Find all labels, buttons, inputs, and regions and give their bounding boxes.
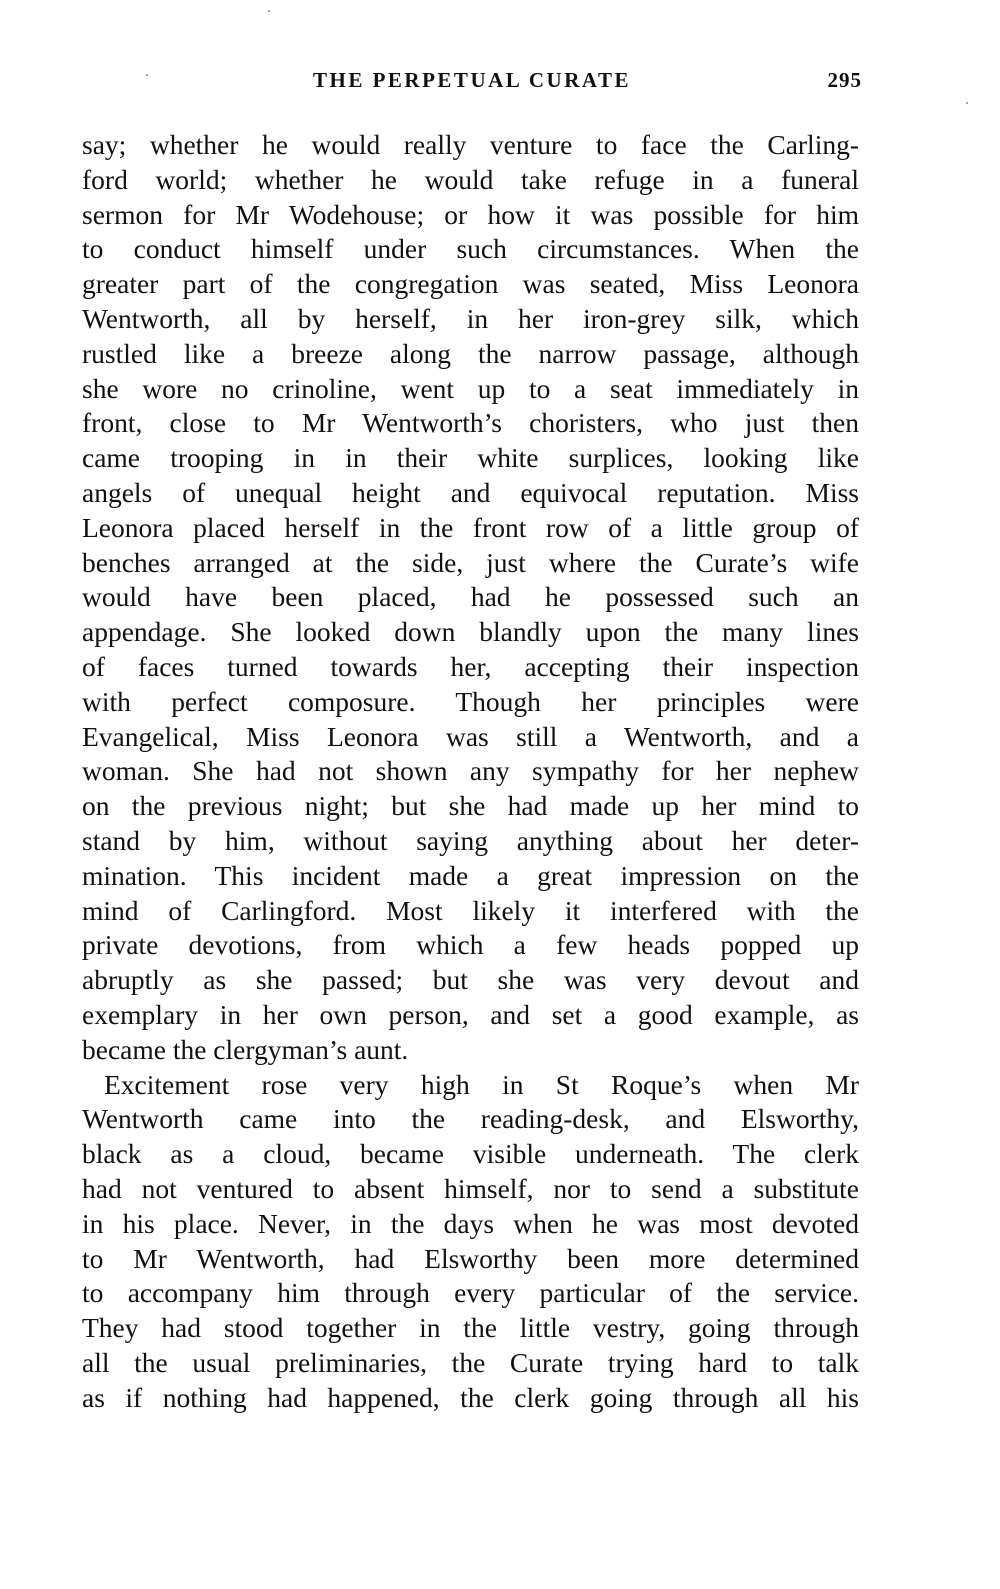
text-line: They had stood together in the little vestry, going through <box>82 1312 859 1344</box>
paragraph <box>82 1068 859 1416</box>
text-line: black as a cloud, became visible underneath. The clerk <box>82 1138 859 1170</box>
text-line: came trooping in in their white surplices, looking like <box>82 442 859 474</box>
page-number: 295 <box>827 68 862 92</box>
running-title: THE PERPETUAL CURATE <box>313 68 631 92</box>
body-text <box>82 128 859 1415</box>
text-line: Excitement rose very high in St Roque’s when Mr <box>104 1068 859 1100</box>
text-line: ford world; whether he would take refuge in a funeral <box>82 163 859 195</box>
text-line: sermon for Mr Wodehouse; or how it was possible for him <box>82 198 859 230</box>
paper-speck <box>966 102 968 104</box>
text-line: Leonora placed herself in the front row of a little group of <box>82 511 859 543</box>
text-line: would have been placed, had he possessed such an <box>82 581 859 613</box>
text-line: to accompany him through every particular of the service. <box>82 1277 859 1309</box>
text-line: she wore no crinoline, went up to a seat immediately in <box>82 372 859 404</box>
text-line: Wentworth came into the reading-desk, and Elsworthy, <box>82 1103 859 1135</box>
text-line: exemplary in her own person, and set a good example, as <box>82 998 859 1030</box>
running-header <box>82 68 862 98</box>
text-line: benches arranged at the side, just where the Curate’s wife <box>82 546 859 578</box>
text-line: rustled like a breeze along the narrow passage, although <box>82 337 859 369</box>
text-line: Evangelical, Miss Leonora was still a Wentworth, and a <box>82 720 859 752</box>
text-line: stand by him, without saying anything about her deter- <box>82 824 859 856</box>
paragraph <box>82 128 859 1068</box>
text-line: private devotions, from which a few heads popped up <box>82 929 859 961</box>
text-line: as if nothing had happened, the clerk going through all his <box>82 1381 859 1413</box>
text-line: greater part of the congregation was seated, Miss Leonora <box>82 268 859 300</box>
text-line: on the previous night; but she had made up her mind to <box>82 790 859 822</box>
text-line: say; whether he would really venture to face the Carling- <box>82 129 859 160</box>
text-line: to Mr Wentworth, had Elsworthy been more determined <box>82 1242 859 1274</box>
text-line: appendage. She looked down blandly upon the many lines <box>82 616 859 648</box>
text-line: abruptly as she passed; but she was very devout and <box>82 964 859 996</box>
text-line: angels of unequal height and equivocal reputation. Miss <box>82 476 859 508</box>
text-line: Wentworth, all by herself, in her iron-grey silk, which <box>82 302 859 334</box>
text-line: with perfect composure. Though her principles were <box>82 685 859 717</box>
text-line: to conduct himself under such circumstances. When the <box>82 233 859 265</box>
text-line: all the usual preliminaries, the Curate trying hard to talk <box>82 1346 859 1378</box>
text-line: became the clergyman’s aunt. <box>82 1033 409 1065</box>
text-line: front, close to Mr Wentworth’s choristers, who just then <box>82 407 859 439</box>
text-line: in his place. Never, in the days when he was most devoted <box>82 1207 859 1239</box>
text-line: mination. This incident made a great impression on the <box>82 859 859 891</box>
text-line: of faces turned towards her, accepting their inspection <box>82 650 859 682</box>
text-line: mind of Carlingford. Most likely it interfered with the <box>82 894 859 926</box>
text-line: had not ventured to absent himself, nor to send a substitute <box>82 1172 859 1204</box>
text-line: woman. She had not shown any sympathy for her nephew <box>82 755 859 787</box>
paper-speck <box>268 10 270 12</box>
